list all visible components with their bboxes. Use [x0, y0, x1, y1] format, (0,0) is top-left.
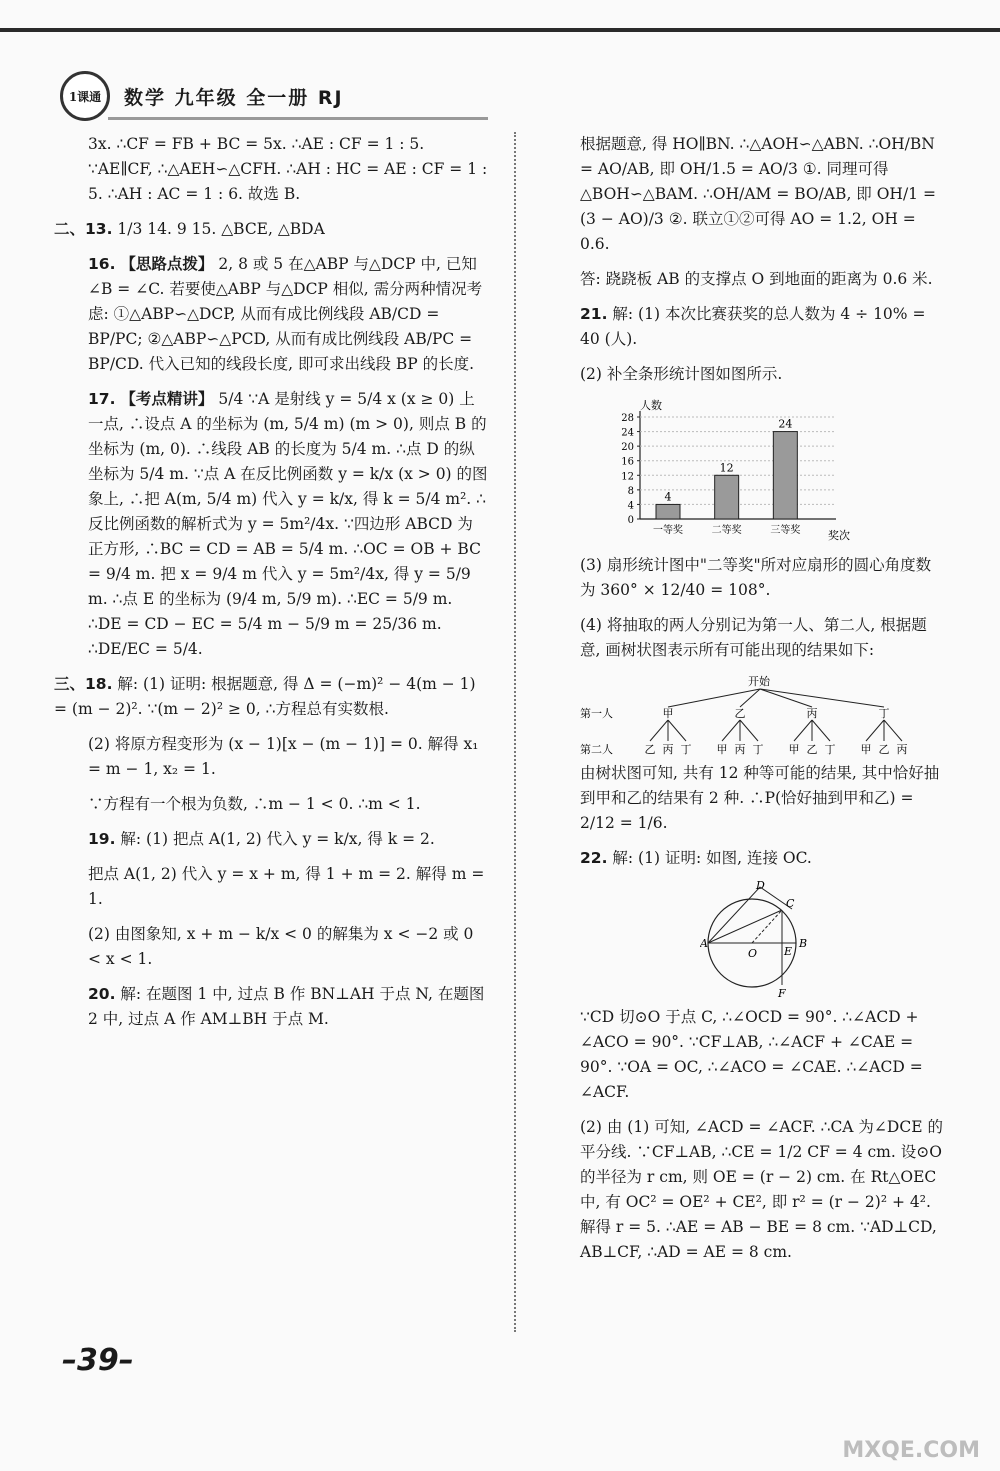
- y-tick-label: 20: [621, 442, 634, 454]
- y-tick-label: 4: [627, 500, 634, 512]
- tree-branch: [740, 689, 760, 707]
- tree-branch: [760, 689, 884, 707]
- tree-level2-label: 第二人: [580, 743, 613, 756]
- answer-text: 解: 在题图 1 中, 过点 B 作 BN⊥AH 于点 N, 在题图 2 中, 过点 A 作 AM⊥BH 于点 M.: [88, 985, 485, 1028]
- y-axis-label: 人数: [640, 399, 662, 412]
- question-number: 17.: [88, 390, 116, 408]
- answer-21-part3: (3) 扇形统计图中"二等奖"所对应扇形的圆心角度数为 360° × 12/40 = 108°.: [580, 556, 932, 599]
- label-o: O: [748, 947, 758, 960]
- segment-ad: [708, 887, 760, 943]
- question-number: 19.: [88, 830, 116, 848]
- tree-root: 开始: [748, 675, 770, 688]
- question-number: 21.: [580, 305, 608, 323]
- answer-19-part2: 把点 A(1, 2) 代入 y = x + m, 得 1 + m = 2. 解得 m = 1.: [88, 865, 485, 908]
- page-number: –39–: [62, 1343, 134, 1378]
- label-e: E: [784, 945, 793, 958]
- answer-text: 解: (1) 本次比赛获奖的总人数为 4 ÷ 10% = 40 (人).: [580, 305, 926, 348]
- tree-branch: [812, 720, 830, 741]
- section-label: 二、13.: [54, 220, 113, 238]
- x-axis-label: 奖次: [828, 529, 850, 542]
- tree-branch: [668, 720, 686, 741]
- tree-node-second: 丁: [752, 743, 764, 756]
- bar: [715, 475, 739, 519]
- bar: [656, 504, 680, 519]
- answer-21-part2: (2) 补全条形统计图如图所示.: [580, 365, 783, 383]
- tree-node-second: 丁: [824, 743, 836, 756]
- answer-text: 5/4 ∵A 是射线 y = 5/4 x (x ≥ 0) 上一点, ∴设点 A 的坐标为 (m, 5/4 m) (m > 0), 则点 B 的坐标为 (m, 0). ∴线段 AB 的长度为 5/4 m. ∴点 D 的纵坐标为 5/4 m. ∵点 A 在反比例函数 y = k/x (x > 0) 的图象上, ∴把 A(m, 5/4 m) 代入 y = k/x, 得 k = 5/4 m². ∴反比例函数的解析式为 y = 5m²/4x. ∵四边形 ABCD 为正方形, ∴BC = CD = AB = 5/4 m. ∴OC = OB + BC = 9/4 m. 把 x = 9/4 m 代入 y = 5m²/4x, 得 y = 5/9 m. ∴点 E 的坐标为 (9/4 m, 5/9 m). ∴EC = 5/9 m. ∴DE = CD − EC = 5/4 m − 5/9 m = 25/36 m. ∴DE/EC = 5/4.: [88, 390, 488, 658]
- y-tick-label: 24: [621, 427, 634, 439]
- tree-level1-label: 第一人: [580, 707, 613, 720]
- segment-oc: [752, 910, 782, 943]
- answer-22-part1: ∵CD 切⊙O 于点 C, ∴∠OCD = 90°. ∴∠ACD + ∠ACO = 90°. ∵CF⊥AB, ∴∠ACF + ∠CAE = 90°. ∵OA = OC, ∴∠ACO = ∠CAE. ∴∠ACD = ∠ACF.: [580, 1008, 923, 1101]
- tree-diagram: [580, 673, 920, 757]
- tree-node-second: 甲: [788, 743, 800, 756]
- label-c: C: [786, 897, 795, 910]
- answer-20-cont: 根据题意, 得 HO∥BN. ∴△AOH∽△ABN. ∴OH/BN = AO/AB, 即 OH/1.5 = AO/3 ①. 同理可得△BOH∽△BAM. ∴OH/AM = BO/AB, 即 OH/1 = (3 − AO)/3 ②. 联立①②可得 AO = 1.2, OH = 0.6.: [580, 135, 936, 253]
- bar-value-label: 12: [719, 461, 734, 475]
- y-tick-label: 16: [621, 456, 634, 468]
- header-title: 数学 九年级 全一册 RJ: [124, 86, 344, 109]
- answer-18-part2: (2) 将原方程变形为 (x − 1)[x − (m − 1)] = 0. 解得 x₁ = m − 1, x₂ = 1.: [88, 735, 479, 778]
- answer-21-part4: (4) 将抽取的两人分别记为第一人、第二人, 根据题意, 画树状图表示所有可能出现的结果如下:: [580, 616, 927, 659]
- circle-diagram: [700, 881, 820, 1001]
- logo-seal: 1课通: [60, 71, 110, 121]
- section-label: 三、18.: [54, 675, 113, 693]
- tree-node-second: 乙: [644, 743, 656, 756]
- answer-text: 解: (1) 把点 A(1, 2) 代入 y = k/x, 得 k = 2.: [120, 830, 435, 848]
- answer-18: [54, 672, 488, 722]
- tree-node-second: 丁: [680, 743, 692, 756]
- answer-text: 解: (1) 证明: 如图, 连接 OC.: [612, 849, 812, 867]
- hint-tag: 【考点精讲】: [120, 390, 214, 408]
- category-label: 三等奖: [770, 525, 801, 536]
- tree-node-second: 乙: [806, 743, 818, 756]
- answer-13-15: [54, 217, 488, 242]
- segment-ac: [708, 910, 782, 943]
- tree-branch: [722, 720, 740, 741]
- answer-21: [580, 302, 945, 352]
- question-number: 16.: [88, 255, 116, 273]
- answer-text: 解: (1) 证明: 根据题意, 得 Δ = (−m)² − 4(m − 1) = (m − 2)². ∵(m − 2)² ≥ 0, ∴方程总有实数根.: [54, 675, 476, 718]
- y-tick-label: 8: [627, 485, 634, 497]
- right-column: [580, 132, 945, 1275]
- bar-chart: [600, 397, 860, 547]
- answer-12-cont: 3x. ∴CF = FB + BC = 5x. ∴AE : CF = 1 : 5. ∵AE∥CF, ∴△AEH∽△CFH. ∴AH : HC = AE : CF = 1 : 5. ∴AH : AC = 1 : 6. 故选 B.: [88, 135, 488, 203]
- tree-node-second: 丙: [896, 743, 908, 756]
- tree-node-first: 甲: [662, 707, 674, 720]
- page-number-value: 39: [77, 1343, 119, 1378]
- tree-branch: [760, 689, 812, 707]
- bar-value-label: 4: [664, 490, 672, 504]
- answer-text: 2, 8 或 5 在△ABP 与△DCP 中, 已知∠B = ∠C. 若要使△ABP 与△DCP 相似, 需分两种情况考虑: ①△ABP∽△DCP, 从而有成比例线段 AB/CD = BP/PC; ②△ABP∽△PCD, 从而有成比例线段 AB/PC = BP/CD. 代入已知的线段长度, 即可求出线段 BP 的长度.: [88, 255, 483, 373]
- hint-tag: 【思路点拨】: [120, 255, 214, 273]
- category-label: 一等奖: [653, 525, 683, 536]
- answer-20-conclusion: 答: 跷跷板 AB 的支撑点 O 到地面的距离为 0.6 米.: [580, 270, 933, 288]
- tree-node-second: 丙: [734, 743, 746, 756]
- tree-branch: [668, 689, 760, 707]
- category-label: 二等奖: [711, 525, 742, 536]
- y-tick-label: 12: [621, 471, 634, 483]
- tree-node-second: 甲: [860, 743, 872, 756]
- left-column: [54, 132, 488, 1042]
- watermark: MXQE.COM: [842, 1438, 980, 1463]
- tree-branch: [650, 720, 668, 741]
- answer-17: [88, 387, 488, 662]
- label-a: A: [700, 937, 708, 950]
- answer-19: [88, 827, 488, 852]
- bar: [773, 432, 797, 519]
- answer-21-conclusion: 由树状图可知, 共有 12 种等可能的结果, 其中恰好抽到甲和乙的结果有 2 种. ∴P(恰好抽到甲和乙) = 2/12 = 1/6.: [580, 764, 940, 832]
- page-header: [60, 72, 344, 120]
- tree-branch: [866, 720, 884, 741]
- tree-node-first: 丙: [806, 707, 818, 720]
- answer-16: [88, 252, 488, 377]
- answer-19-part3: (2) 由图象知, x + m − k/x < 0 的解集为 x < −2 或 0 < x < 1.: [88, 925, 474, 968]
- tree-node-second: 甲: [716, 743, 728, 756]
- y-tick-label: 0: [627, 515, 634, 526]
- question-number: 20.: [88, 985, 116, 1003]
- tree-branch: [740, 720, 758, 741]
- answer-22-part2: (2) 由 (1) 可知, ∠ACD = ∠ACF. ∴CA 为∠DCE 的平分线. ∵CF⊥AB, ∴CE = 1/2 CF = 4 cm. 设⊙O 的半径为 r cm, 则 OE = (r − 2) cm. 在 Rt△OEC 中, 有 OC² = OE² + CE², 即 r² = (r − 2)² + 4². 解得 r = 5. ∴AE = AB − BE = 8 cm. ∵AD⊥CD, AB⊥CF, ∴AD = AE = 8 cm.: [580, 1118, 943, 1261]
- tree-node-first: 丁: [878, 707, 890, 720]
- tree-node-second: 乙: [878, 743, 890, 756]
- bar-value-label: 24: [778, 417, 793, 431]
- header-underline: [108, 117, 488, 120]
- column-divider: [514, 132, 516, 1332]
- top-rule: [0, 28, 1000, 32]
- tree-branch: [794, 720, 812, 741]
- label-f: F: [778, 987, 786, 1000]
- answer-22: [580, 846, 945, 871]
- question-number: 22.: [580, 849, 608, 867]
- label-d: D: [756, 881, 765, 892]
- tree-branch: [884, 720, 902, 741]
- answer-18-part3: ∵方程有一个根为负数, ∴m − 1 < 0. ∴m < 1.: [88, 795, 421, 813]
- answer-text: 1/3 14. 9 15. △BCE, △BDA: [117, 220, 325, 238]
- tree-node-second: 丙: [662, 743, 674, 756]
- label-b: B: [799, 937, 808, 950]
- tree-node-first: 乙: [734, 707, 746, 720]
- answer-20: [88, 982, 488, 1032]
- y-tick-label: 28: [621, 413, 634, 424]
